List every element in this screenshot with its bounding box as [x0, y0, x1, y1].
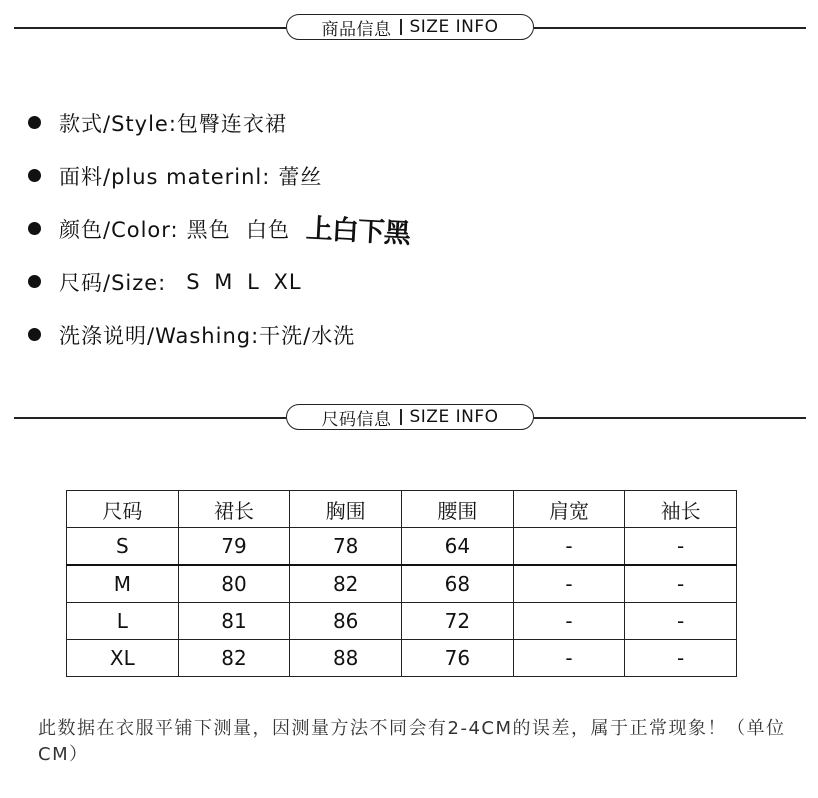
info-item-color [28, 202, 410, 255]
size-table [66, 490, 737, 677]
table-header-cell: 腰围 [402, 491, 514, 528]
info-item-washing [28, 308, 410, 361]
info-label: 款式/Style: [59, 111, 177, 136]
table-cell: 64 [402, 528, 514, 566]
info-value: 包臀连衣裙 [176, 111, 287, 136]
table-cell: 72 [402, 603, 514, 640]
table-cell: 80 [178, 565, 290, 603]
info-value: 干洗/水洗 [259, 323, 356, 348]
info-label: 颜色/Color: [59, 217, 179, 242]
table-cell: - [513, 640, 625, 677]
table-header-cell: 袖长 [625, 491, 737, 528]
header-rule-left [14, 27, 286, 29]
table-cell: - [625, 565, 737, 603]
table-cell: - [513, 528, 625, 566]
size-info-header [0, 404, 818, 432]
bullet-icon [28, 116, 41, 129]
bullet-icon [28, 275, 41, 288]
table-header-cell: 裙长 [178, 491, 290, 528]
table-header-cell: 肩宽 [513, 491, 625, 528]
table-cell: 88 [290, 640, 402, 677]
table-cell: - [625, 603, 737, 640]
header-separator [400, 409, 402, 425]
header-rule-right [534, 27, 806, 29]
table-cell: 81 [178, 603, 290, 640]
header-title-en: SIZE INFO [409, 407, 499, 427]
table-cell: 82 [290, 565, 402, 603]
table-cell: M [67, 565, 179, 603]
info-value: 蕾丝 [278, 164, 323, 189]
info-label: 尺码/Size: [59, 270, 167, 295]
table-cell: 79 [178, 528, 290, 566]
table-cell: 76 [402, 640, 514, 677]
product-info-list [28, 96, 410, 361]
header-pill [286, 404, 534, 430]
table-cell: XL [67, 640, 179, 677]
table-header-cell: 尺码 [67, 491, 179, 528]
bullet-icon [28, 222, 41, 235]
table-cell: - [513, 603, 625, 640]
header-title-en: SIZE INFO [409, 17, 499, 37]
handwritten-note: 上白下黑 [305, 213, 411, 250]
info-item-material [28, 149, 410, 202]
header-separator [400, 19, 402, 35]
info-item-style [28, 96, 410, 149]
header-pill [286, 14, 534, 40]
header-rule-left [14, 417, 286, 419]
table-cell: - [625, 528, 737, 566]
table-row [67, 603, 737, 640]
table-cell: - [513, 565, 625, 603]
table-cell: 78 [290, 528, 402, 566]
product-info-header [0, 14, 818, 42]
table-cell: L [67, 603, 179, 640]
info-value: S M L XL [186, 269, 302, 294]
info-label: 面料/plus materinl: [59, 164, 271, 189]
table-cell: S [67, 528, 179, 566]
table-cell: 86 [290, 603, 402, 640]
table-header-row [67, 491, 737, 528]
table-row [67, 640, 737, 677]
table-row [67, 565, 737, 603]
header-rule-right [534, 417, 806, 419]
bullet-icon [28, 328, 41, 341]
table-cell: 68 [402, 565, 514, 603]
info-item-size [28, 255, 410, 308]
info-value: 黑色 白色 [186, 217, 290, 242]
table-cell: 82 [178, 640, 290, 677]
header-title-cn: 尺码信息 [321, 409, 392, 430]
header-title-cn: 商品信息 [321, 19, 392, 40]
info-label: 洗涤说明/Washing: [59, 323, 260, 348]
table-header-cell: 胸围 [290, 491, 402, 528]
bullet-icon [28, 169, 41, 182]
table-cell: - [625, 640, 737, 677]
measurement-note: 此数据在衣服平铺下测量，因测量方法不同会有2-4CM的误差，属于正常现象！（单位CM） [38, 718, 786, 765]
table-row [67, 528, 737, 566]
